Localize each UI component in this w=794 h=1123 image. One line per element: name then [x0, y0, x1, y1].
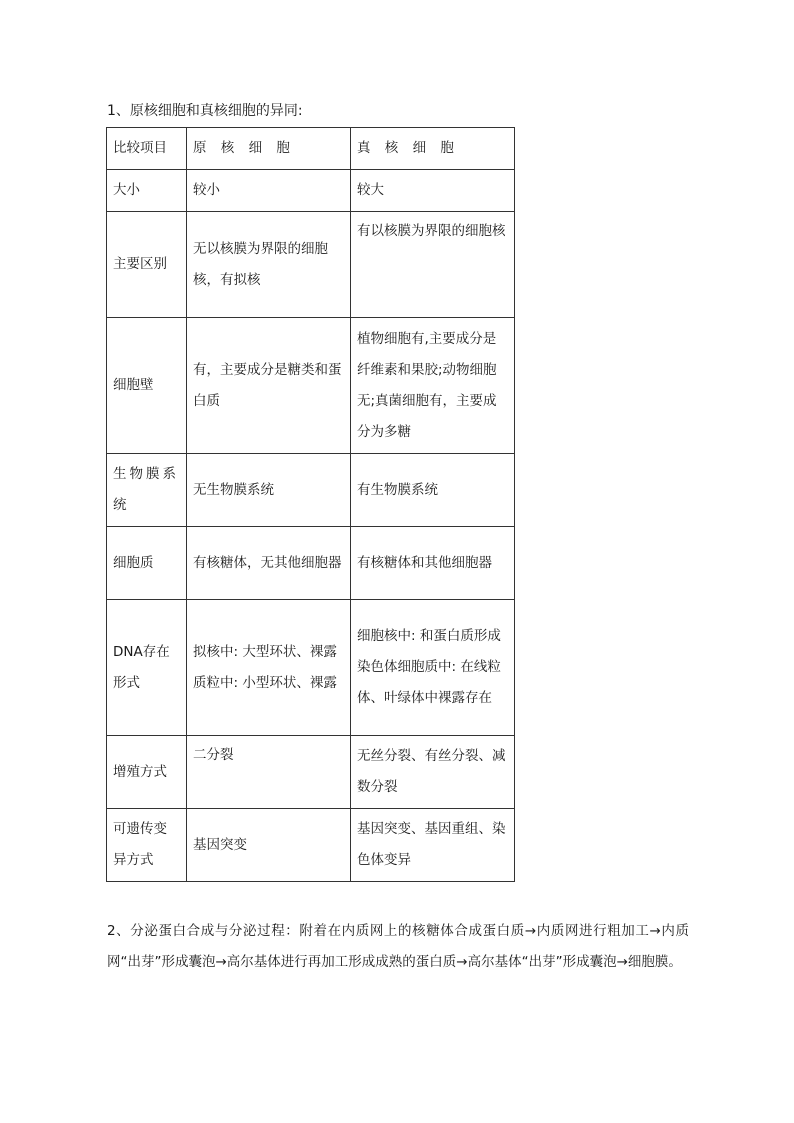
row-label: 增殖方式 — [107, 736, 187, 809]
header-cell-item: 比较项目 — [107, 128, 187, 170]
table-row — [107, 318, 515, 454]
header-cell-eukaryote: 真 核 细 胞 — [351, 128, 515, 170]
row-label: 可遗传变异方式 — [107, 809, 187, 882]
eukaryote-cell: 有以核膜为界限的细胞核 — [351, 212, 515, 318]
row-label: 细胞壁 — [107, 318, 187, 454]
table-row — [107, 212, 515, 318]
prokaryote-cell: 有，主要成分是糖类和蛋白质 — [187, 318, 351, 454]
row-label: 主要区别 — [107, 212, 187, 318]
row-label: 大小 — [107, 170, 187, 212]
table-row — [107, 809, 515, 882]
prokaryote-cell: 无生物膜系统 — [187, 454, 351, 527]
eukaryote-cell: 无丝分裂、有丝分裂、减数分裂 — [351, 736, 515, 809]
prokaryote-cell: 有核糖体，无其他细胞器 — [187, 527, 351, 600]
section-2-paragraph: 2、分泌蛋白合成与分泌过程：附着在内质网上的核糖体合成蛋白质→内质网进行粗加工→内质网“出芽”形成囊泡→高尔基体进行再加工形成成熟的蛋白质→高尔基体“出芽”形成囊泡→细胞膜。 — [107, 923, 689, 970]
eukaryote-cell: 有生物膜系统 — [351, 454, 515, 527]
eukaryote-cell: 细胞核中: 和蛋白质形成染色体细胞质中: 在线粒体、叶绿体中裸露存在 — [351, 600, 515, 736]
table-row — [107, 527, 515, 600]
comparison-table — [106, 127, 515, 882]
prokaryote-cell: 无以核膜为界限的细胞核，有拟核 — [187, 212, 351, 318]
header-cell-prokaryote: 原 核 细 胞 — [187, 128, 351, 170]
row-label: DNA存在形式 — [107, 600, 187, 736]
row-label: 生物膜系统 — [107, 454, 187, 527]
section-1-heading: 1、原核细胞和真核细胞的异同: — [107, 103, 303, 119]
row-label: 细胞质 — [107, 527, 187, 600]
eukaryote-cell: 基因突变、基因重组、染色体变异 — [351, 809, 515, 882]
prokaryote-cell: 拟核中: 大型环状、裸露质粒中: 小型环状、裸露 — [187, 600, 351, 736]
table-header-row — [107, 128, 515, 170]
table-row — [107, 170, 515, 212]
prokaryote-cell: 基因突变 — [187, 809, 351, 882]
eukaryote-cell: 有核糖体和其他细胞器 — [351, 527, 515, 600]
table-row — [107, 600, 515, 736]
table-row — [107, 736, 515, 809]
eukaryote-cell: 较大 — [351, 170, 515, 212]
table-row — [107, 454, 515, 527]
eukaryote-cell: 植物细胞有,主要成分是纤维素和果胶;动物细胞无;真菌细胞有，主要成分为多糖 — [351, 318, 515, 454]
prokaryote-cell: 二分裂 — [187, 736, 351, 809]
prokaryote-cell: 较小 — [187, 170, 351, 212]
